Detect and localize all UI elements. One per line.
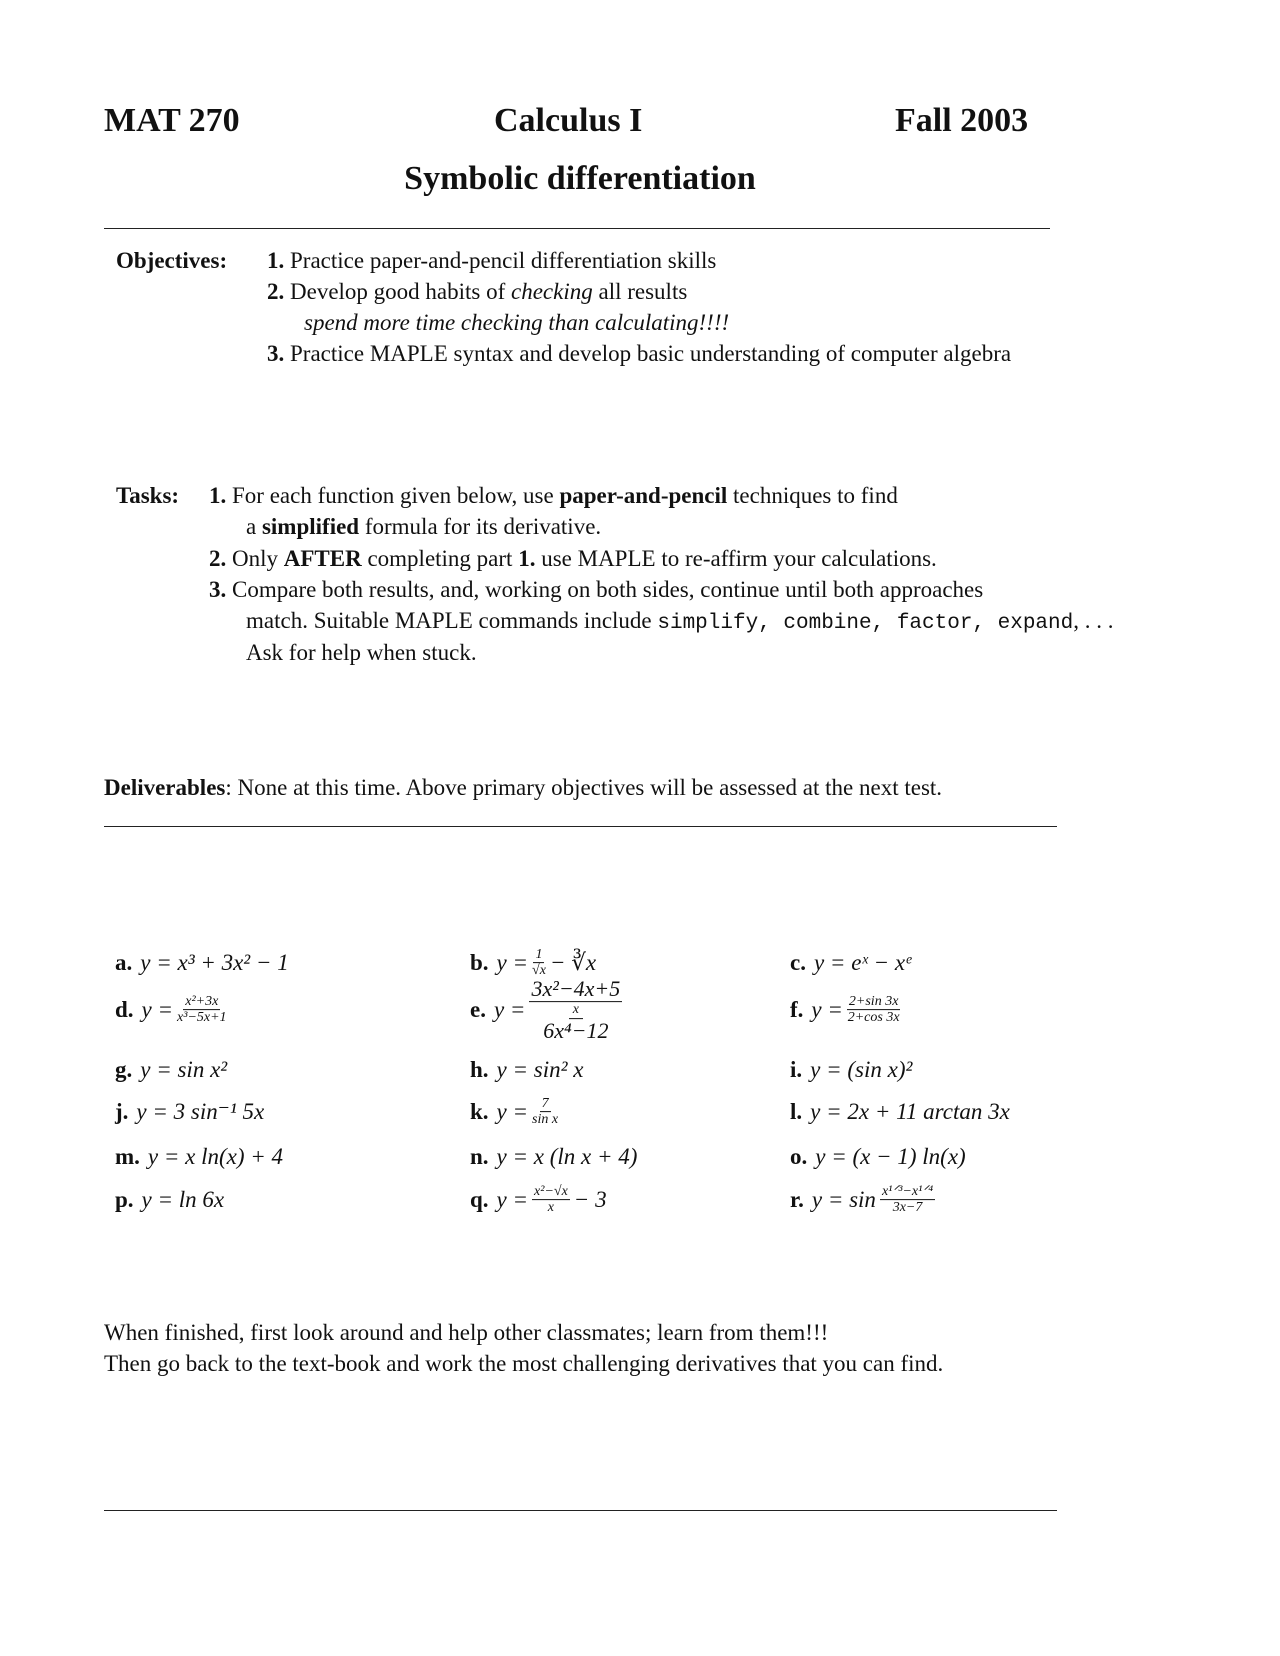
problem-label: d. xyxy=(115,997,134,1022)
expression: y = xyxy=(496,1099,529,1124)
denominator: sin x xyxy=(532,1112,559,1128)
expression: y = xyxy=(141,997,174,1022)
problem-label: k. xyxy=(470,1099,489,1124)
problem-i xyxy=(790,1057,912,1083)
problem-label: e. xyxy=(470,996,486,1022)
item-text: a xyxy=(246,514,262,539)
inner-denominator: x xyxy=(569,1002,583,1018)
objective-item xyxy=(267,341,1011,367)
closing-line: Then go back to the text-book and work the most challenging derivatives that you can find. xyxy=(104,1351,944,1376)
task-item xyxy=(209,546,937,572)
numerator: x¹ᐟ³−x¹ᐟ⁴ xyxy=(881,1184,934,1200)
maple-commands: simplify, combine, factor, expand xyxy=(657,612,1074,635)
expression: y = (sin x)² xyxy=(810,1057,913,1082)
numerator: 2+sin 3x xyxy=(848,994,899,1010)
objective-item xyxy=(267,248,716,274)
item-text: completing part xyxy=(361,546,519,571)
item-text: , . . . xyxy=(1073,608,1114,633)
item-number: 3. xyxy=(209,577,227,602)
task-item xyxy=(209,577,983,603)
problem-f xyxy=(790,994,904,1026)
problem-label: p. xyxy=(115,1187,134,1212)
tasks-label: Tasks: xyxy=(116,483,180,508)
problem-label: b. xyxy=(470,950,489,975)
expression: y = 2x + 11 arctan 3x xyxy=(810,1099,1010,1124)
problem-b xyxy=(470,947,596,979)
problem-label: r. xyxy=(790,1187,804,1212)
numerator: 7 xyxy=(541,1096,549,1112)
closing-line: When finished, first look around and help other classmates; learn from them!!! xyxy=(104,1320,829,1345)
numerator: x²+3x xyxy=(185,994,219,1010)
expression: y = x³ + 3x² − 1 xyxy=(140,950,289,975)
problem-p xyxy=(115,1187,224,1213)
expression: y = xyxy=(493,996,526,1022)
divider xyxy=(104,228,1050,229)
problem-c xyxy=(790,950,911,976)
problem-n xyxy=(470,1144,637,1170)
item-text: Practice MAPLE syntax and develop basic understanding of computer algebra xyxy=(290,341,1012,366)
item-text: Only xyxy=(232,546,284,571)
expression: y = eˣ − xᵉ xyxy=(813,950,912,975)
item-bold: AFTER xyxy=(283,546,362,571)
expression: y = sin xyxy=(811,1187,876,1212)
deliverables-label: Deliverables xyxy=(104,775,226,800)
problem-k xyxy=(470,1096,562,1128)
numerator: 1 xyxy=(535,947,543,963)
problem-label: f. xyxy=(790,997,804,1022)
fraction xyxy=(532,1184,570,1216)
item-bold: 1. xyxy=(518,546,536,571)
problem-label: n. xyxy=(470,1144,489,1169)
fraction xyxy=(177,994,227,1026)
item-text: use MAPLE to re-affirm your calculations. xyxy=(535,546,937,571)
problem-q xyxy=(470,1184,607,1216)
expression: y = sin² x xyxy=(496,1057,584,1082)
problem-label: a. xyxy=(115,950,133,975)
problem-label: h. xyxy=(470,1057,489,1082)
item-text: Compare both results, and, working on both sides, continue until both approaches xyxy=(232,577,984,602)
item-text: techniques to find xyxy=(727,483,898,508)
problem-j xyxy=(115,1099,264,1125)
course-code: MAT 270 xyxy=(104,102,240,139)
course-name: Calculus I xyxy=(494,102,643,139)
item-text: match. Suitable MAPLE commands include xyxy=(246,608,658,633)
problem-label: o. xyxy=(790,1144,808,1169)
fraction xyxy=(529,977,622,1043)
fraction xyxy=(880,1184,935,1216)
item-bold: simplified xyxy=(261,514,360,539)
expression-tail: − ∛x xyxy=(549,950,597,975)
fraction xyxy=(532,1096,558,1128)
item-text: all results xyxy=(592,279,688,304)
expression: y = x (ln x + 4) xyxy=(496,1144,638,1169)
denominator: 6x⁴−12 xyxy=(543,1017,609,1043)
denominator: √x xyxy=(532,963,546,979)
problem-a xyxy=(115,950,289,976)
item-text: For each function given below, use xyxy=(232,483,560,508)
task-item-cont xyxy=(246,514,601,540)
problem-m xyxy=(115,1144,283,1170)
item-number: 3. xyxy=(267,341,285,366)
item-text: Develop good habits of xyxy=(290,279,512,304)
denominator: 2+cos 3x xyxy=(847,1010,900,1026)
expression: y = xyxy=(811,997,843,1022)
item-number: 2. xyxy=(209,546,227,571)
fraction xyxy=(847,994,901,1026)
denominator: x xyxy=(547,1200,555,1216)
problem-d xyxy=(115,994,231,1026)
problem-label: m. xyxy=(115,1144,140,1169)
problem-r xyxy=(790,1184,939,1216)
problem-g xyxy=(115,1057,227,1083)
objectives-label: Objectives: xyxy=(116,248,228,273)
task-item-cont: Ask for help when stuck. xyxy=(246,640,477,665)
task-item xyxy=(209,483,898,509)
objective-note: spend more time checking than calculating!!!! xyxy=(304,310,730,335)
expression: y = xyxy=(496,950,529,975)
problem-label: q. xyxy=(470,1187,489,1212)
item-number: 2. xyxy=(267,279,285,304)
deliverables xyxy=(104,775,942,801)
numerator: 3x²−4x+5 xyxy=(531,976,621,1002)
problem-h xyxy=(470,1057,583,1083)
problem-label: g. xyxy=(115,1057,133,1082)
task-item-cont xyxy=(246,608,1114,635)
problem-e xyxy=(470,977,626,1043)
expression: y = x ln(x) + 4 xyxy=(147,1144,284,1169)
expression: y = (x − 1) ln(x) xyxy=(815,1144,966,1169)
problem-label: i. xyxy=(790,1057,803,1082)
expression: y = 3 sin⁻¹ 5x xyxy=(136,1099,265,1124)
deliverables-text: : None at this time. Above primary objectives will be assessed at the next test. xyxy=(225,775,943,800)
problem-o xyxy=(790,1144,966,1170)
expression: y = sin x² xyxy=(140,1057,228,1082)
expression-tail: − 3 xyxy=(573,1187,607,1212)
problem-label: l. xyxy=(790,1099,803,1124)
numerator: x²−√x xyxy=(534,1184,568,1200)
expression: y = xyxy=(496,1187,529,1212)
item-text: formula for its derivative. xyxy=(359,514,602,539)
denominator: 3x−7 xyxy=(892,1200,923,1216)
divider xyxy=(104,1510,1057,1511)
objective-item xyxy=(267,279,687,305)
item-bold: paper-and-pencil xyxy=(559,483,728,508)
fraction xyxy=(532,947,546,979)
divider xyxy=(104,826,1057,827)
problem-label: c. xyxy=(790,950,806,975)
item-number: 1. xyxy=(209,483,227,508)
expression: y = ln 6x xyxy=(141,1187,225,1212)
denominator: x³−5x+1 xyxy=(177,1010,227,1026)
problem-l xyxy=(790,1099,1010,1125)
item-text: Practice paper-and-pencil differentiation skills xyxy=(290,248,717,273)
term: Fall 2003 xyxy=(895,102,1029,139)
item-number: 1. xyxy=(267,248,285,273)
page-title: Symbolic differentiation xyxy=(404,160,756,197)
problem-label: j. xyxy=(115,1099,129,1124)
item-emphasis: checking xyxy=(511,279,593,304)
